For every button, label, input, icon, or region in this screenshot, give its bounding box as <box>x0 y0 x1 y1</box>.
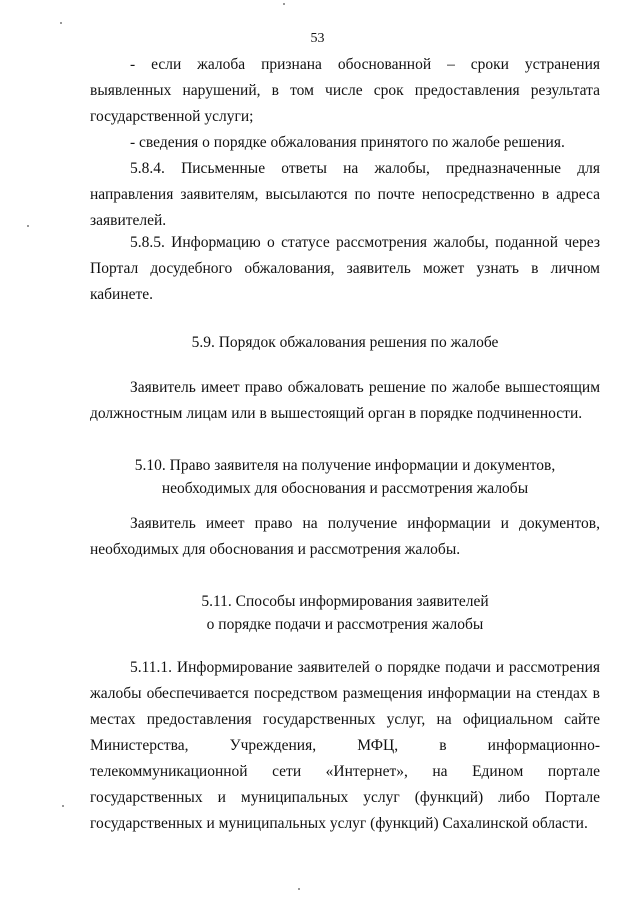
scan-speck <box>62 805 64 807</box>
heading-5-11 <box>90 590 600 636</box>
paragraph-5-9: Заявитель имеет право обжаловать решение по жалобе вышестоящим должностным лицам или в вышестоящий орган в порядке подчиненности. <box>90 379 600 422</box>
paragraph-5-10: Заявитель имеет право на получение информации и документов, необходимых для обоснования и рассмотрения жалобы. <box>90 515 600 558</box>
scan-speck <box>27 225 29 227</box>
paragraph-5-8-4: 5.8.4. Письменные ответы на жалобы, предназначенные для направления заявителям, высылаются по почте непосредственно в адреса заявителей. <box>90 160 600 229</box>
heading-5-9-text: 5.9. Порядок обжалования решения по жалобе <box>191 334 499 351</box>
heading-5-10-line1: 5.10. Право заявителя на получение информации и документов, <box>134 457 556 474</box>
heading-5-9 <box>90 331 600 354</box>
heading-5-10-line2: необходимых для обоснования и рассмотрения жалобы <box>161 480 529 497</box>
heading-5-11-line1: 5.11. Способы информирования заявителей <box>201 593 489 610</box>
scan-speck <box>298 888 300 890</box>
paragraph-appeal-info: - сведения о порядке обжалования принятого по жалобе решения. <box>130 134 565 151</box>
paragraph-5-11-1: 5.11.1. Информирование заявителей о порядке подачи и рассмотрения жалобы обеспечивается посредством размещения информации на стендах в местах предоставления государственных услуг, на официальном сайте Министерства, Учреждения, МФЦ, в информационно-телекоммуникационной сети «Интернет», на Едином портале государственных и муниципальных услуг (функций) либо Портале государственных и муниципальных услуг (функций) Сахалинской области. <box>90 659 600 832</box>
heading-5-10 <box>90 454 600 500</box>
scan-speck <box>283 3 285 5</box>
scan-speck <box>60 22 62 24</box>
page-number: 53 <box>310 31 325 46</box>
paragraph-5-8-5: 5.8.5. Информацию о статусе рассмотрения жалобы, поданной через Портал досудебного обжалования, заявитель может узнать в личном кабинете. <box>90 234 600 303</box>
paragraph-complaint-justified: - если жалоба признана обоснованной – сроки устранения выявленных нарушений, в том числе срок предоставления результата государственной услуги; <box>90 56 600 125</box>
heading-5-11-line2: о порядке подачи и рассмотрения жалобы <box>206 616 484 633</box>
